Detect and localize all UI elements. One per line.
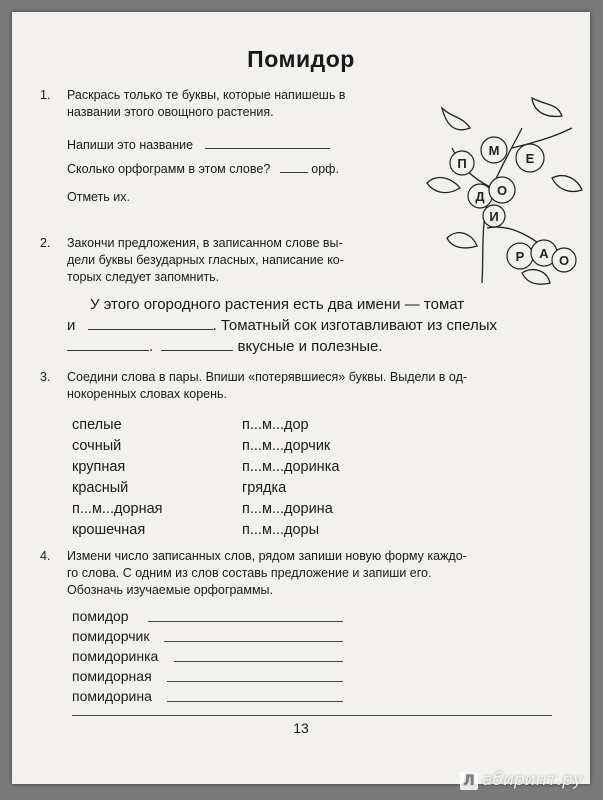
leaf-icon	[522, 270, 550, 285]
task2-line2: дели буквы безударных гласных, написание ко-	[67, 253, 344, 267]
task4-answer-line[interactable]	[167, 681, 343, 682]
task3-right-word[interactable]: п...м...дор	[242, 417, 309, 433]
watermark	[460, 770, 583, 790]
tomato-letter: П	[457, 156, 467, 171]
task1-count-blank[interactable]	[280, 160, 308, 173]
watermark-text: абиринт.ру	[481, 770, 583, 790]
task4-answer-line[interactable]	[174, 661, 343, 662]
leaf-icon	[532, 98, 562, 116]
task4-answer-line[interactable]	[167, 701, 343, 702]
task2-line1: Закончи предложения, в записанном слове вы-	[67, 236, 343, 250]
task3-left-word[interactable]: сочный	[72, 438, 122, 454]
leaf-icon	[442, 108, 470, 130]
task3-right-word[interactable]: п...м...дорчик	[242, 438, 331, 454]
page-title: Помидор	[247, 46, 355, 72]
task3-right-word[interactable]: п...м...дорина	[242, 501, 333, 517]
task2-sentence-line2	[67, 315, 497, 336]
task2-blank-word2[interactable]	[161, 336, 233, 351]
task3-left-word[interactable]: спелые	[72, 417, 122, 433]
task2-line3: торых следует запомнить.	[67, 270, 220, 284]
task4-line2: го слова. С одним из слов составь предложение и запиши его.	[67, 566, 432, 580]
task1-text-line1: Раскрась только те буквы, которые напишешь в	[67, 88, 346, 102]
task3-number: 3.	[40, 370, 51, 384]
page-number: 13	[293, 720, 309, 736]
task3-left-word[interactable]: красный	[72, 480, 129, 496]
task4-line3: Обозначь изучаемые орфограммы.	[67, 583, 273, 597]
task3-left-word[interactable]: крупная	[72, 459, 126, 475]
task3-right-word[interactable]: п...м...доры	[242, 522, 320, 538]
task4-word: помидор	[72, 608, 129, 624]
task4-line1: Измени число записанных слов, рядом запиши новую форму каждо-	[67, 549, 467, 563]
tomato-letter: Д	[475, 189, 485, 204]
tomato-letter: Р	[515, 249, 525, 264]
task2-conj: и	[67, 317, 76, 334]
task4-word: помидоринка	[72, 648, 159, 664]
task1-count-row	[67, 160, 339, 178]
tomato-letter: О	[558, 253, 570, 268]
task1-name-blank[interactable]	[205, 136, 330, 149]
task2-sentence-line2-text: . Томатный сок изготавливают из спелых	[212, 317, 498, 334]
tomato-letter: Е	[525, 151, 535, 166]
task4-word: помидорная	[72, 668, 152, 684]
tomato-letter: М	[488, 143, 500, 158]
tomato-letter: О	[496, 183, 508, 198]
task1-number: 1.	[40, 88, 51, 102]
task3-right-word[interactable]: грядка	[242, 480, 287, 496]
tomato-plant-illustration	[422, 88, 587, 288]
task1-name-row	[67, 136, 330, 154]
task4-answer-line[interactable]	[164, 641, 343, 642]
task2-sentence-line3: . вкусные и полезные.	[67, 336, 383, 357]
task4-number: 4.	[40, 549, 51, 563]
worksheet-page	[12, 12, 590, 784]
task3-line1: Соедини слова в пары. Впиши «потерявшиеся» буквы. Выдели в од-	[67, 370, 468, 384]
task3-left-word[interactable]: крошечная	[72, 522, 146, 538]
labirint-logo-icon: Л	[460, 772, 478, 790]
task2-blank-word1[interactable]	[67, 336, 149, 351]
task1-mark-prompt: Отметь их.	[67, 190, 130, 204]
leaf-icon	[552, 176, 582, 192]
task1-text-line2: названии этого овощного растения.	[67, 105, 274, 119]
leaf-icon	[427, 178, 460, 193]
task1-count-unit: орф.	[311, 162, 339, 176]
task4-sentence-line[interactable]	[72, 715, 552, 716]
task2-number: 2.	[40, 236, 51, 250]
task3-right-word[interactable]: п...м...доринка	[242, 459, 340, 475]
task3-line2: нокоренных словах корень.	[67, 387, 227, 401]
task2-blank-tomato-name[interactable]	[88, 315, 213, 330]
task2-sentence-line1: У этого огородного растения есть два имени — томат	[90, 296, 465, 313]
leaf-icon	[447, 233, 477, 248]
task1-name-prompt: Напиши это название	[67, 138, 194, 152]
tomato-letter: А	[539, 246, 549, 261]
task1-count-prompt: Сколько орфограмм в этом слове?	[67, 162, 271, 176]
tomato-letter: И	[489, 209, 499, 224]
task4-word: помидорчик	[72, 628, 150, 644]
task4-answer-line[interactable]	[148, 621, 343, 622]
task4-word: помидорина	[72, 688, 152, 704]
task3-left-word[interactable]: п...м...дорная	[72, 501, 163, 517]
task2-sentence-line3-text: вкусные и полезные.	[237, 338, 383, 355]
